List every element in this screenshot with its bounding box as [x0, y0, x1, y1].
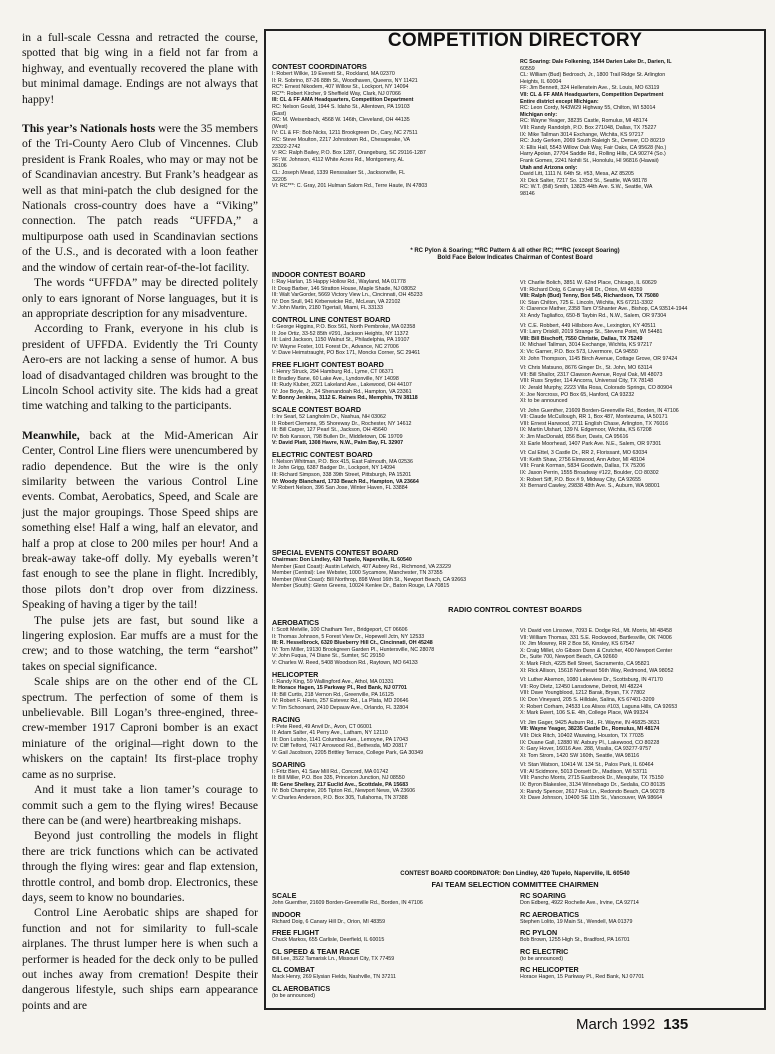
board-heading: INDOOR CONTEST BOARD — [272, 270, 366, 279]
directory-entry: Member (Central): Lee Webster, 1000 Sycamore, Manchester, TN 37355 — [272, 570, 443, 577]
directory-entry: Stephen Lolito, 19 Main St., Wendell, MA 01379 — [520, 918, 633, 925]
directory-entry: III: Bill Carper, 127 Pearl St., Jackson, OH 45640 — [272, 427, 387, 434]
directory-entry: IX: Mike Tallman 3014 Exchange, Wichita, KS 97217 — [520, 131, 644, 138]
directory-entry: VI: Charlie Bolich, 3851 W. 62nd Place, Chicago, IL 60629 — [520, 280, 657, 286]
directory-entry: VI: John Guenther, 21609 Borden-Greenville Rd., Borden, IN 47106 — [520, 407, 679, 414]
legend-line: Bold Face Below Indicates Chairman of Contest Board — [437, 255, 593, 261]
directory-entry: David Litt, 1111 N. 64th St. #53, Mesa, AZ 85205 — [520, 171, 634, 178]
paragraph: in a full-scale Cessna and retracted the course, spotted that big wing in a field not far from a highway, and eventually recovered the plane with but minimal damage. Endings are not always that happy! — [22, 31, 258, 106]
paragraph: And it must take a lion tamer’s courage to commit such a gem to the flying wires! Because there can be (and were) heartbreaking mishaps. — [22, 783, 258, 827]
directory-entry: X: Ellis Hall, 5543 Willow Oak Way, Fair Oaks, CA 95628 (No.) — [520, 144, 667, 151]
directory-entry: IX: Jerald Murphy, 2223 Villa Rosa, Colorado Springs, CO 80904 — [520, 384, 673, 391]
directory-right-fai — [520, 888, 758, 981]
directory-entry: V: RC: Ralph Bailey, P.O. Box 1287, Orangeburg, SC 29116-1287 — [272, 150, 426, 157]
competition-directory — [264, 29, 766, 1010]
directory-entry: Frank Gomes, 2241 Nohili St., Honolulu, HI 96816 (Hawaii) — [520, 157, 659, 164]
directory-entry: CL: Joseph Mead, 1339 Renssalaer St., Jacksonville, FL — [272, 169, 406, 176]
directory-entry: RC*: Ernest Nikodem, 407 Willow St., Lockport, NY 14094 — [272, 84, 409, 91]
directory-entry: VIII: Russ Snyder, 114 Ancorra, Universal City, TX 78148 — [520, 378, 654, 385]
directory-entry: III: CL & FF AMA Headquarters, Competition Department — [272, 97, 414, 104]
directory-entry: RC: Leon Cordy, N43W29 Highway 55, Chilton, WI 53014 — [520, 105, 656, 112]
directory-entry: 60559 — [520, 65, 535, 72]
directory-entry: I: George Higgins, P.O. Box 561, North Pembroke, MA 02358 — [272, 323, 416, 330]
paragraph: According to Frank, everyone in his club is president of UFFDA. Evidently the Tri County Aero-ers are not lacking a sense of humor. A bus load of disadvantaged children was brought to the Lincoln School activity site. The kids had a great time watching and talking to the participants. — [22, 322, 258, 413]
directory-entry: VII: Bill Shailor, 2317 Clawson Avenue, Royal Oak, MI 48073 — [520, 371, 663, 378]
directory-entry: II: Horace Hagen, 15 Parkway Pl., Red Bank, NJ 07701 — [272, 685, 407, 692]
directory-entry: V: Tim Schoonard, 2410 Depauw Ave., Orlando, FL 32804 — [272, 704, 409, 711]
directory-entry: VII: Al Scidmore, 5013 Dorsett Dr., Madison, WI 53711 — [520, 768, 648, 775]
directory-entry: Horace Hagen, 15 Parkway Pl., Red Bank, NJ 07701 — [520, 974, 645, 981]
directory-entry: X: Joe Norcross, PO Box 65, Hanford, CA 93232 — [520, 391, 635, 398]
directory-entry: RC: W.T. (Bill) Smith, 13825 44th Ave. S.W., Seattle, WA — [520, 184, 653, 191]
directory-entry: IV: Bob Karsson, 798 Bullen Dr., Middletown, DE 19709 — [272, 433, 403, 440]
paragraph-text: were the 35 members of the Tri-County Aero Club of Vincennes. Club president is Frank Roales, who may or may not be of Scandinavian ancestry. But Frank’s headgear as well as that mini-patch the club designed for the Nationals cross-country does have a “Viking” connection. The patch reads “UFFDA,” a multipurpose oath used in Scandinavian sections of the U.S., and is decorated with a loon feather and the window of certain rear-of-the-lot facility. — [22, 122, 258, 274]
directory-entry: RC: Nelson Gould, 1944 S. Idaho St., Allentown, PA 19103 — [272, 103, 410, 110]
directory-entry: X: Mark Ewert, 106 S.E. 4th, College Place, WA 99324 — [520, 710, 649, 717]
directory-entry: I: Fritz Bien, 41 Saw Mill Rd., Concord, MA 01742 — [272, 768, 389, 775]
directory-right-mid — [520, 280, 758, 490]
paragraph — [22, 428, 258, 613]
page-footer — [576, 1016, 688, 1033]
directory-entry: I: Nelson Whitman, P.O. Box 415, East Falmouth, MA 02536 — [272, 458, 413, 465]
board-heading: CONTROL LINE CONTEST BOARD — [272, 314, 391, 324]
directory-entry: VIII: Bill Bischoff, 7550 Christie, Dallas, TX 75249 — [520, 335, 643, 342]
board-heading: HELICOPTER — [272, 669, 319, 679]
board-heading: CL AEROBATICS — [272, 983, 331, 993]
directory-entry: VIII: Frank Korman, 5834 Goodwin, Dallas, TX 75206 — [520, 463, 646, 470]
board-heading: RC SOARING — [520, 891, 566, 900]
directory-entry: XI: Andy Tagliafico, 650-B Taybin Rd., N.W., Salem, OR 97304 — [520, 312, 667, 319]
directory-entry: John Guenther, 21609 Borden-Greenville Rd., Borden, IN 47106 — [272, 900, 423, 906]
board-heading: CONTEST COORDINATORS — [272, 62, 367, 71]
directory-entry: IX: Don Vineyard, 205 S. Hilldale, Salina, KS 67401-3209 — [520, 696, 655, 703]
directory-entry: IV: Don Srull, 941 Kirbenwicke Rd., McLean, VA 22102 — [272, 298, 401, 305]
directory-entry: IX: Michael Tallman, 3014 Exchange, Wichita, KS 97217 — [520, 342, 653, 349]
directory-entry: III: R. Hesselbrock, 6320 Blueberry Hill Ct., Cincinnati, OH 45248 — [272, 640, 433, 647]
directory-entry: (to be announced) — [520, 955, 563, 962]
directory-entry: FF: Jim Bennett, 324 Hellenstein Ave., St. Louis, MO 63119 — [520, 85, 660, 92]
directory-entry: RC Soaring: Dale Folkening, 1544 Darien Lake Dr., Darien, IL — [520, 59, 672, 65]
directory-entry: IV: CL & FF: Bob Nicks, 1211 Brookgreen Dr., Cary, NC 27511 — [272, 130, 418, 137]
directory-entry: XI: John Thompson, 1145 Birch Avenue, Cottage Grove, OR 97424 — [520, 355, 678, 362]
directory-entry: V: Charles W. Reed, 5408 Woodson Rd., Raytown, MO 64133 — [272, 659, 418, 666]
directory-entry: 98146 — [520, 190, 535, 197]
directory-entry: IX: Duane Gall, 12880 W. Asbury Pl., Lakewood, CO 80228 — [520, 739, 660, 746]
directory-entry: 36106 — [272, 163, 287, 170]
directory-entry: III: Bill Curtis, 218 Vernon Rd., Greenville, PA 16125 — [272, 691, 394, 698]
directory-entry: XI: Bernard Cawley, 29838 48th Ave. S., Auburn, WA 98001 — [520, 483, 660, 490]
directory-entry: Chairman: Don Lindley, 420 Tupelo, Naperville, IL 60540 — [272, 557, 412, 563]
directory-entry: VIII: Ralph (Bud) Tenny, Box 545, Richardson, TX 75080 — [520, 293, 659, 300]
directory-entry: III: Walt VarGorder, 5669 Victory View Ln., Cincinnati, OH 45233 — [272, 292, 423, 299]
directory-entry: V: John Martin, 2180 Tigertail, Miami, FL 33133 — [272, 305, 383, 312]
board-heading: CL COMBAT — [272, 965, 315, 975]
paragraph — [22, 121, 258, 275]
coordinator-line: CONTEST BOARD COORDINATOR: Don Lindley, 420 Tupelo, Naperville, IL 60540 — [400, 871, 630, 877]
special-events-board — [272, 545, 752, 590]
directory-entry: VIII: Randy Randolph, P.O. Box 271048, Dallas, TX 75227 — [520, 124, 657, 131]
board-heading: CL SPEED & TEAM RACE — [272, 946, 360, 956]
board-heading: RACING — [272, 714, 301, 724]
directory-entry: VI: Cal Ettel, 3 Castle Dr., RR 2, Florissant, MO 63034 — [520, 450, 648, 457]
directory-entry: V: Bonny Jenkins, 3112 E. Raines Rd., Memphis, TN 38118 — [272, 395, 418, 402]
directory-title: COMPETITION DIRECTORY — [387, 30, 643, 51]
directory-entry: VI: RC***: C. Gray, 201 Hulman Salom Rd., Terre Haute, IN 47803 — [272, 183, 428, 190]
directory-entry: XI: Tom Strom, 1420 SW 160th, Seattle, WA 98116 — [520, 752, 640, 759]
directory-entry: VI: David von Linsowe, 7093 E. Dodge Rd., Mt. Morris, MI 48458 — [520, 628, 672, 634]
directory-entry: II: Robert Clemens, 95 Shoreway Dr., Rochester, NY 14612 — [272, 420, 412, 427]
directory-entry: IX: Martin Ulshart, 139 N. Edgemoor, Wichita, KS 67208 — [520, 427, 652, 434]
directory-entry: III: Rudy Kluber, 2021 Lakeland Ave., Lakewood, OH 44107 — [272, 382, 412, 389]
paragraph-text: back at the Mid-American Air Center, Control Line fliers were unencumbered by radio dependence. But the wire is the only similarity between the various Control Line events. Combat, Aerobatics, Speed, and Scale are just the major groupings. Those Speed ships are something else! Half a wing, half an elevator, and half a prop at close to 200 miles per hour! And a break-away take-off dolly. My eyeballs weren’t fast enough to see the plane in flight. Incredibly, those pilots don’t drop over from dizziness. Speaking of having a tiger by the tail! — [22, 428, 258, 612]
directory-entry: (East) — [272, 110, 287, 117]
directory-entry: VI: Chris Matsuno, 8676 Ginger Dr., St. John, MO 63114 — [520, 365, 653, 372]
board-heading: AEROBATICS — [272, 618, 319, 627]
directory-entry: CL: William (Bud) Bedrosch, Jr., 1800 Trail Ridge St. Arlington — [520, 72, 666, 79]
directory-entry: IV: Woody Blanchard, 1733 Beach Rd., Hampton, VA 23664 — [272, 478, 419, 485]
directory-left-fai — [272, 888, 510, 1000]
directory-entry: VII: Wayne Yeager, 38235 Castle Dr., Romulus, MI 48174 — [520, 726, 660, 733]
directory-entry: VI: Jim Gager, 9425 Auburn Rd., Ft. Wayne, IN 46825-3631 — [520, 719, 660, 726]
directory-entry: VIII: Pancho Morris, 2715 Eastbrook Dr., Mesquite, TX 75150 — [520, 775, 664, 782]
directory-entry: X: Jim MacDonald, 856 Burr, Davis, CA 95616 — [520, 434, 629, 441]
directory-entry: RC: Wayne Yeager, 38235 Castle, Romulus, MI 48174 — [520, 118, 648, 125]
directory-right-top — [520, 59, 758, 197]
board-heading: SOARING — [272, 759, 306, 769]
directory-entry: RC: Judy Gerken, 2069 South Raleigh St., Denver, CO 80219 — [520, 138, 665, 145]
lead-in: This year’s Nationals hosts — [22, 122, 156, 136]
directory-entry: Member (East Coast): Austin Lefwich, 407 Aubrey Rd., Richmond, VA 23229 — [272, 563, 451, 570]
board-heading: FREE FLIGHT — [272, 928, 320, 938]
directory-entry: III: Laird Jackson, 1150 Walnut St., Philadelphia, PA 19107 — [272, 337, 410, 344]
directory-entry: Utah and Arizona only: — [520, 164, 578, 171]
rc-boards-title: RADIO CONTROL CONTEST BOARDS — [448, 605, 582, 614]
directory-entry: (to be announced) — [272, 992, 315, 999]
directory-entry: VI: Stan Watson, 10414 W. 134 St., Palos Park, IL 60464 — [520, 762, 654, 769]
directory-right-rc — [520, 628, 758, 802]
directory-entry: II: Bradley Bane, 60 Lake Ave., Lyndonville, NY 14098 — [272, 375, 399, 382]
directory-entry: V: David Platt, 1308 Havre, N.W., Palm Bay, FL 32907 — [272, 440, 404, 447]
paragraph: Control Line Aerobatic ships are shaped for function and not for similarity to full-scale airplanes. The thrust lumper here is when such a performer is headed for the deck only to be pulled out inches away from cremation! Despite their dangerous lifestyle, such ships earn appearance points and are — [22, 906, 258, 1012]
directory-entry: X: Robert Siff, P.O. Box # 9, Midway City, CA 92655 — [520, 476, 642, 483]
directory-entry: III: Richard Simpson, 338 39th Street, Pittsburgh, PA 15201 — [272, 472, 412, 479]
directory-entry: VII: CL & FF AMA Headquarters, Competition Department — [520, 91, 664, 98]
directory-entry: Richard Doig, 6 Canary Hill Dr., Orion, MI 48359 — [272, 918, 386, 925]
board-heading: ELECTRIC CONTEST BOARD — [272, 449, 373, 459]
fai-title: FAI TEAM SELECTION COMMITTEE CHAIRMEN — [431, 880, 599, 889]
board-heading: SCALE — [272, 891, 297, 900]
directory-entry: Harry Apoian, 27704 Saddle Rd., Rolling Hills, CA 90274 (So.) — [520, 151, 666, 158]
directory-entry: IV: Cliff Telford, 7417 Arrowood Rd., Bethesda, MD 20817 — [272, 743, 408, 750]
directory-entry: IX: Jason Perrin, 1555 Broadway #122, Boulder, CO 80302 — [520, 470, 659, 477]
board-heading: INDOOR — [272, 909, 301, 919]
directory-entry: VIII: Dave Youngblood, 1212 Barak, Bryan, TX 77802 — [520, 690, 646, 697]
directory-entry: IX: Byron Blakeslee, 3134 Winnebago Dr., Sedalia, CO 80135 — [520, 782, 666, 789]
board-heading: FREE FLIGHT CONTEST BOARD — [272, 359, 384, 369]
directory-entry: VIII: Ernest Harwood, 2711 English Chase, Arlington, TX 76016 — [520, 420, 669, 427]
directory-entry: II: Adam Salter, 41 Perry Ave., Latham, NY 12110 — [272, 730, 388, 737]
directory-entry: II: John Grigg, 6387 Badger Dr., Lockport, NY 14094 — [272, 465, 395, 472]
directory-entry: V: Robert Nelson, 396 San Jose, Winter Haven, FL 33884 — [272, 485, 408, 492]
directory-entry: (West) — [272, 123, 288, 130]
article-column — [22, 30, 258, 1013]
directory-entry: I: Pete Reed, 49 Anvil Dr., Avon, CT 06001 — [272, 723, 372, 730]
directory-entry: Bill Lee, 3522 Tamarisk Ln., Missouri City, TX 77459 — [272, 955, 395, 962]
directory-entry: I: Randy King, 59 Wallingford Ave., Athol, MA 01331 — [272, 678, 394, 685]
lead-in: Meanwhile, — [22, 428, 80, 442]
directory-entry: Member (West Coast): Bill Northrop, 898 West 16th St., Newport Beach, CA 92663 — [272, 576, 467, 583]
directory-entry: Mack Henry, 269 Elysian Fields, Nashville, TN 37211 — [272, 974, 396, 981]
board-heading: SCALE CONTEST BOARD — [272, 404, 362, 414]
directory-entry: RC**: Robert Kircher, 9 Sheffield Way, Clark, NJ 07066 — [272, 90, 401, 97]
directory-entry: V: Dave Heimstraught, PO Box 171, Moncks Corner, SC 29461 — [272, 350, 421, 357]
directory-entry: V: Gail Jacobson, 2205 Brittley Terrace, College Park, GA 30349 — [272, 749, 424, 756]
directory-entry: IV: Tom Miller, 19130 Brookgreen Garden Pl., Huntersville, NC 28078 — [272, 646, 435, 653]
directory-left-mid — [272, 267, 510, 492]
board-heading: RC AEROBATICS — [520, 909, 580, 919]
directory-entry: IX: Stan Chilton, 725 E. Lincoln, Wichita, KS 67211-3302 — [520, 299, 653, 306]
directory-entry: Don Edberg, 4922 Rochelle Ave., Irvine, CA 92714 — [520, 900, 639, 906]
directory-entry: RC: M. Weisenbach, 4568 W. 146th, Cleveland, OH 44135 — [272, 117, 410, 124]
directory-entry: VI: Luther Akemon, 1080 Lakeview Dr., Scottsburg, IN 47170 — [520, 677, 663, 684]
directory-entry: V: John Fuqua, 74 Diane St., Sumter, SC 29150 — [272, 653, 385, 660]
directory-entry: X: Vic Garner, P.O. Box 573, Livermore, CA 94550 — [520, 348, 638, 355]
directory-entry: II: Thomas Johnson, 5 Forest View Dr., Hopewell Jctn, NY 12533 — [272, 633, 425, 640]
directory-entry: II: Bill Miller, P.O. Box 335, Princeton Junction, NJ 08550 — [272, 775, 405, 782]
directory-entry: III: Gene Shelkey, 217 Euclid Ave., Scottdale, PA 15683 — [272, 781, 409, 788]
directory-entry: X: Clarence Mather, 2358 Tam O’Shanter Ave., Bishop, CA 93514-1944 — [520, 306, 688, 313]
board-heading: RC HELICOPTER — [520, 965, 579, 975]
directory-entry: Bob Brown, 1255 High St., Bradford, PA 16701 — [520, 937, 630, 944]
directory-entry: V: Charles Anderson, P.O. Box 305, Tullahoma, TN 37388 — [272, 794, 408, 801]
board-heading: RC PYLON — [520, 928, 558, 938]
directory-entry: XI: Dick Salter, 7217 So. 133rd St., Seattle, WA 98178 — [520, 177, 648, 184]
board-heading: SPECIAL EVENTS CONTEST BOARD — [272, 548, 399, 557]
directory-entry: Heights, IL 60004 — [520, 78, 562, 85]
directory-entry: IV: Joe Boyle, Jr., 24 Shenandoah Rd., Hampton, VA 23361 — [272, 388, 412, 395]
directory-entry: 32205 — [272, 176, 287, 183]
directory-entry: Member (South): Glenn Greens, 10024 Kenlee Dr., Baton Rouge, LA 70815 — [272, 583, 450, 590]
directory-entry: X: Craig Millet, c/o Gibson Dunn & Crutcher, 400 Newport Center — [520, 647, 673, 654]
page-number: 135 — [663, 1016, 689, 1033]
directory-entry: XI: Earle Moorhead, 1407 Park Ave. N.E., Salem, OR 97301 — [520, 440, 662, 447]
directory-entry: X: Mark Fitch, 4225 Bell Street, Sacramento, CA 95821 — [520, 660, 650, 667]
board-heading: RC ELECTRIC — [520, 946, 569, 956]
directory-entry: VII: Larry Driskill, 2019 Strange St., Stevens Point, WI 54481 — [520, 329, 663, 336]
directory-entry: I: Henry Struck, 294 Hamburg Rd., Lyme, CT 06371 — [272, 368, 394, 375]
directory-entry: X: Gary Hover, 16016 Ave. 288, Visalia, CA 93277-9757 — [520, 746, 652, 753]
directory-entry: XI: to be announced — [520, 398, 568, 405]
directory-entry: IV: Robert F. Harris, 257 Estevez Rd., La Plata, MD 20646 — [272, 698, 409, 705]
directory-entry: Chuck Markos, 655 Carlisle, Deerfield, IL 60015 — [272, 937, 385, 944]
directory-entry: Michigan only: — [520, 111, 558, 118]
directory-entry: RC: Steve Moulton, 2217 Johnstown Rd., Chesapeake, VA — [272, 136, 410, 143]
directory-entry: VIII: Dick Ritch, 10402 Waxwing, Houston, TX 77035 — [520, 732, 644, 739]
directory-entry: VI: C.E. Robbert, 449 Hillsboro Ave., Lexington, KY 40511 — [520, 322, 656, 329]
directory-entry: X: Robert Corham, 24533 Los Alisos #103, Laguna Hills, CA 92653 — [520, 703, 678, 710]
directory-entry: VII: Richard Doig, 6 Canary Hill Dr., Orion, MI 48359 — [520, 286, 643, 293]
directory-entry: XI: Rick Allison, 15618 Northeast 56th Way, Redmond, WA 98052 — [520, 667, 674, 674]
paragraph: Beyond just controlling the models in flight there are trick functions which can be activated through the flying wires: gear and flap extension, throttle control, and bomb drop. Electronics, these days, seem to know no boundaries. — [22, 829, 258, 904]
legend-line: * RC Pylon & Soaring; **RC Pattern & all other RC; ***RC (except Soaring) — [410, 248, 620, 254]
directory-entry: I: Scott Melville, 100 Chatham Terr., Bridgeport, CT 06606 — [272, 627, 408, 633]
directory-entry: XI: Dave Johnson, 10400 SE 11th St., Vancouver, WA 98664 — [520, 795, 663, 802]
directory-entry: Entire district except Michigan: — [520, 98, 599, 105]
directory-entry: VII: Roy Dietz, 12450 Lansdowne, Detroit, MI 48224 — [520, 683, 643, 690]
issue-date: March 1992 — [576, 1016, 656, 1033]
directory-entry: VII: Keith Shaw, 2756 Elmwood, Ann Arbor, MI 48104 — [520, 456, 645, 463]
directory-left-rc — [272, 615, 510, 801]
directory-entry: IV: Bob Champine, 205 Tipton Rd., Newport News, VA 23606 — [272, 788, 416, 795]
directory-entry: I: Irv Searl, 52 Langholm Dr., Nashua, NH 03062 — [272, 413, 386, 420]
directory-entry: III: Don Lutsho, 1141 Columbus Ave., Lemoyne, PA 17043 — [272, 736, 409, 743]
directory-entry: VII: Claude McCullough, RR 1, Box 487, Montezuma, IA 50171 — [520, 414, 668, 421]
directory-entry: I: Ray Harlan, 15 Happy Hollow Rd., Wayland, MA 01778 — [272, 279, 406, 285]
paragraph: The words “UFFDA” may be directed politely only to ears ignorant of Norse languages, but it is an appropriate description for any misadventure. — [22, 276, 258, 320]
directory-entry: IX: Jim Mowrey, RR 2 Box 56, Kinsley, KS 67547 — [520, 641, 635, 648]
directory-entry: FF: W. Johnson, 4112 White Acres Rd., Montgomery, AL — [272, 156, 404, 163]
directory-entry: VII: William Thomas, 331 S.E. Rockwood, Bartlesville, OK 74006 — [520, 634, 672, 641]
directory-entry: IV: Wayne Foster, 101 Forest Dr., Advance, NC 27006 — [272, 343, 399, 350]
directory-entry: X: Randy Spencer, 2617 Fisk Ln., Redondo Beach, CA 90278 — [520, 788, 665, 795]
directory-entry: 23322-2742 — [272, 143, 301, 150]
paragraph: The pulse jets are fast, but sound like a lingering explosion. Ear muffs are a must for the crew; and to those watching, the term “earshot” takes on special significance. — [22, 613, 258, 673]
directory-entry: I: Robert Wilkie, 19 Everett St., Rockland, MA 02370 — [272, 71, 395, 77]
paragraph: Scale ships are on the other end of the CL spectrum. The perfection of some of them is unbelievable. Bill Logan’s three-engined, three-crew-member 1917 Caproni bomber is an exact miniature of the original—right down to the whiskers on the captain! Its first-place trophy came as no surprise. — [22, 675, 258, 781]
directory-entry: II: Doug Barber, 146 Stratton House, Maple Shade, NJ 08052 — [272, 285, 416, 292]
directory-left-top — [272, 59, 510, 190]
directory-entry: Dr., Suite 700, Newport Beach, CA 92660 — [520, 654, 618, 661]
directory-entry: II: Joe Ortiz, 33-52 85th #291, Jackson Heights, NY 11372 — [272, 330, 409, 337]
directory-entry: II: R. Sobrino, 87-26 88th St., Woodhaven, Queens, NY 11421 — [272, 77, 418, 84]
